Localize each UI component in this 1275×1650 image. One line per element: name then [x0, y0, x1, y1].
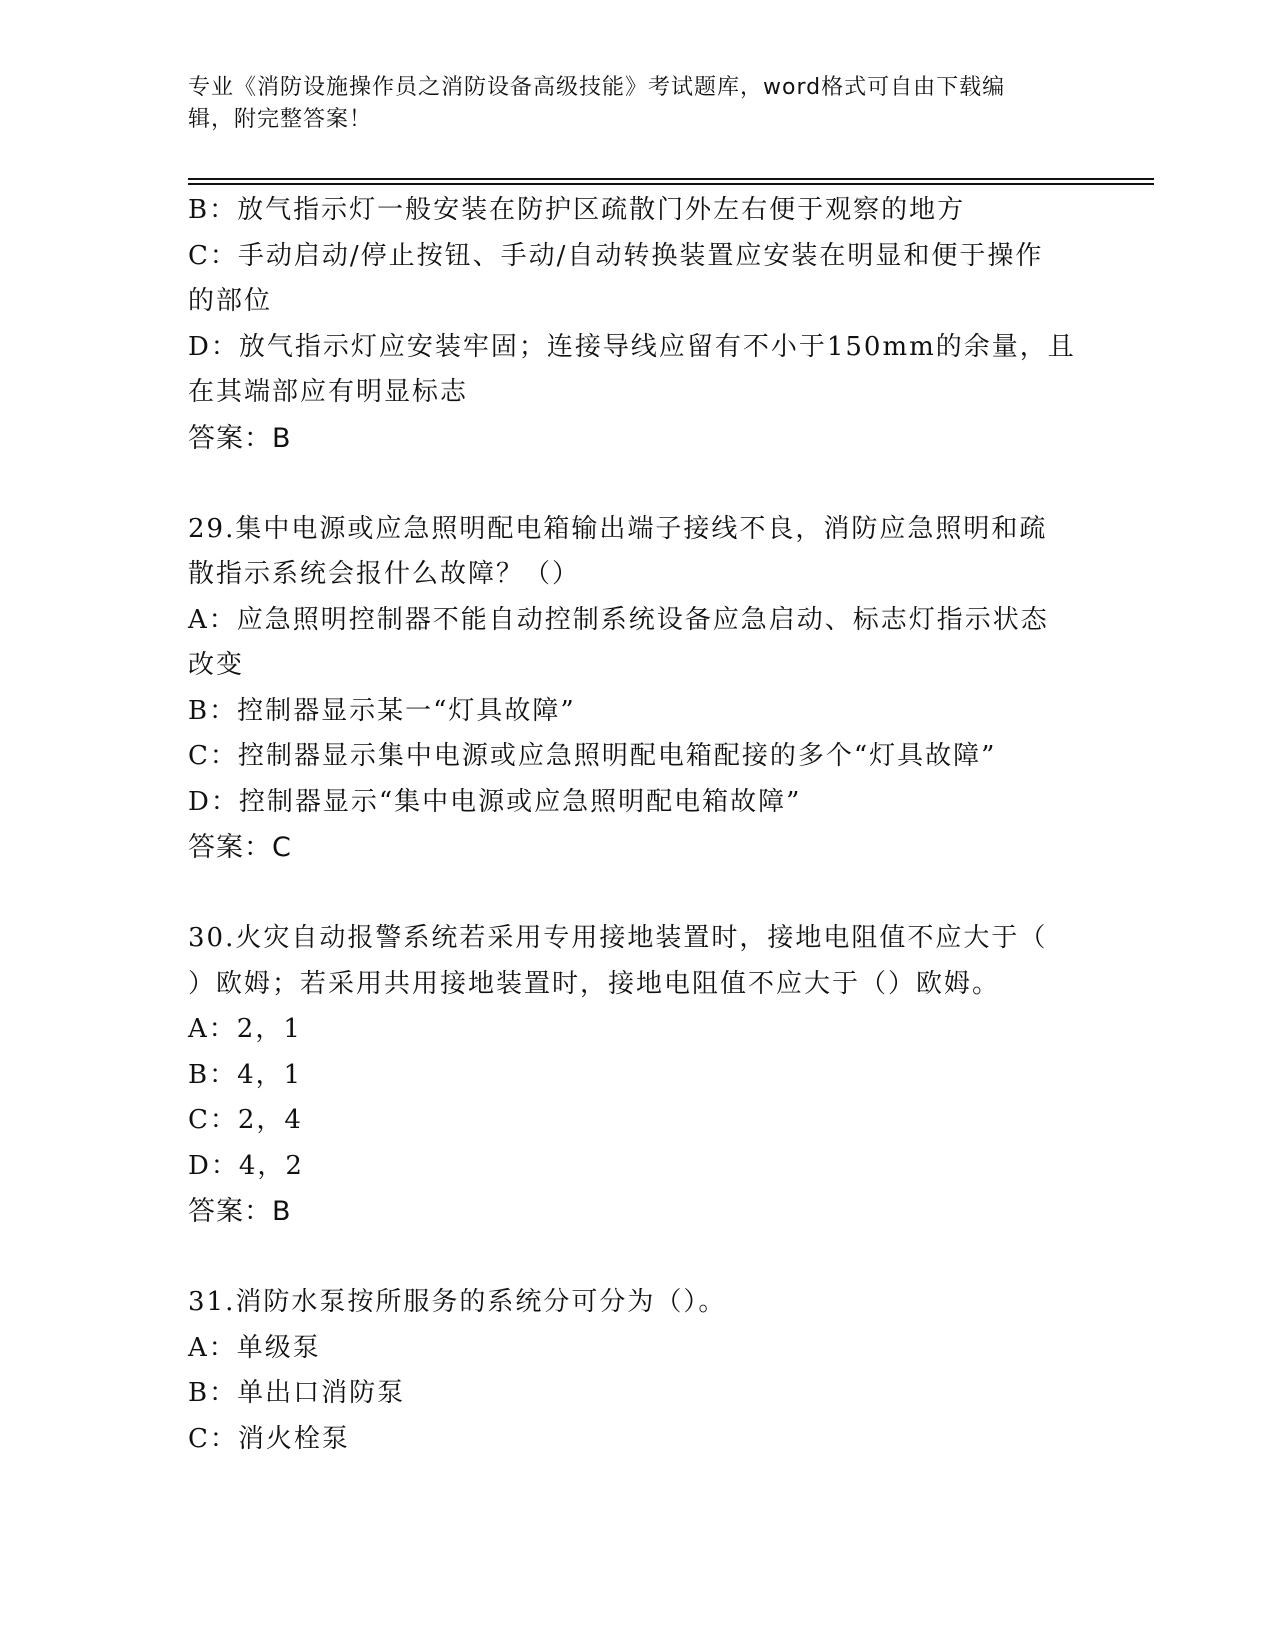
answer-label: 答案：B	[188, 1196, 292, 1227]
option-b: B：4，1	[188, 1059, 303, 1090]
option-a: A：应急照明控制器不能自动控制系统设备应急启动、标志灯指示状态	[188, 604, 1049, 635]
header-divider-top	[188, 178, 1154, 180]
document-header	[188, 72, 1088, 136]
option-d: D：控制器显示“集中电源或应急照明配电箱故障”	[188, 786, 802, 817]
option-d: D：4，2	[188, 1150, 304, 1181]
option-a-continued: 改变	[188, 650, 245, 680]
option-d: D：放气指示灯应安装牢固；连接导线应留有不小于150mm的余量，且	[188, 331, 1076, 362]
question-block-30	[188, 916, 1088, 1235]
answer-label: 答案：C	[188, 832, 292, 863]
option-b: B：单出口消防泵	[188, 1378, 406, 1408]
question-content	[188, 188, 1088, 1462]
option-b: B：放气指示灯一般安装在防护区疏散门外左右便于观察的地方	[188, 195, 966, 225]
option-d-continued: 在其端部应有明显标志	[188, 377, 469, 407]
option-c-continued: 的部位	[188, 286, 273, 316]
question-stem-continued: ）欧姆；若采用共用接地装置时，接地电阻值不应大于（）欧姆。	[188, 968, 1001, 999]
question-stem: 31.消防水泵按所服务的系统分可分为（）。	[188, 1287, 727, 1317]
header-line-2: 辑，附完整答案！	[188, 107, 373, 132]
question-stem: 29.集中电源或应急照明配电箱输出端子接线不良，消防应急照明和疏	[188, 513, 1048, 544]
question-stem: 30.火灾自动报警系统若采用专用接地装置时，接地电阻值不应大于（	[188, 923, 1048, 953]
option-b: B：控制器显示某一“灯具故障”	[188, 695, 576, 726]
question-block-29	[188, 507, 1088, 871]
question-block-31	[188, 1280, 1088, 1462]
option-c: C：2，4	[188, 1105, 303, 1135]
question-block-28	[188, 188, 1088, 461]
spacer	[188, 871, 1088, 917]
option-c: C：消火栓泵	[188, 1423, 350, 1454]
option-c: C：控制器显示集中电源或应急照明配电箱配接的多个“灯具故障”	[188, 741, 997, 771]
answer-label: 答案：B	[188, 422, 292, 454]
question-stem-continued: 散指示系统会报什么故障？（）	[188, 559, 581, 589]
header-divider-bottom	[188, 183, 1154, 185]
option-a: A：单级泵	[188, 1332, 321, 1363]
option-c: C：手动启动/停止按钮、手动/自动转换装置应安装在明显和便于操作	[188, 240, 1044, 271]
option-a: A：2，1	[188, 1014, 302, 1044]
spacer	[188, 461, 1088, 507]
header-line-1: 专业《消防设施操作员之消防设备高级技能》考试题库，word格式可自由下载编	[188, 75, 1006, 100]
spacer	[188, 1235, 1088, 1281]
